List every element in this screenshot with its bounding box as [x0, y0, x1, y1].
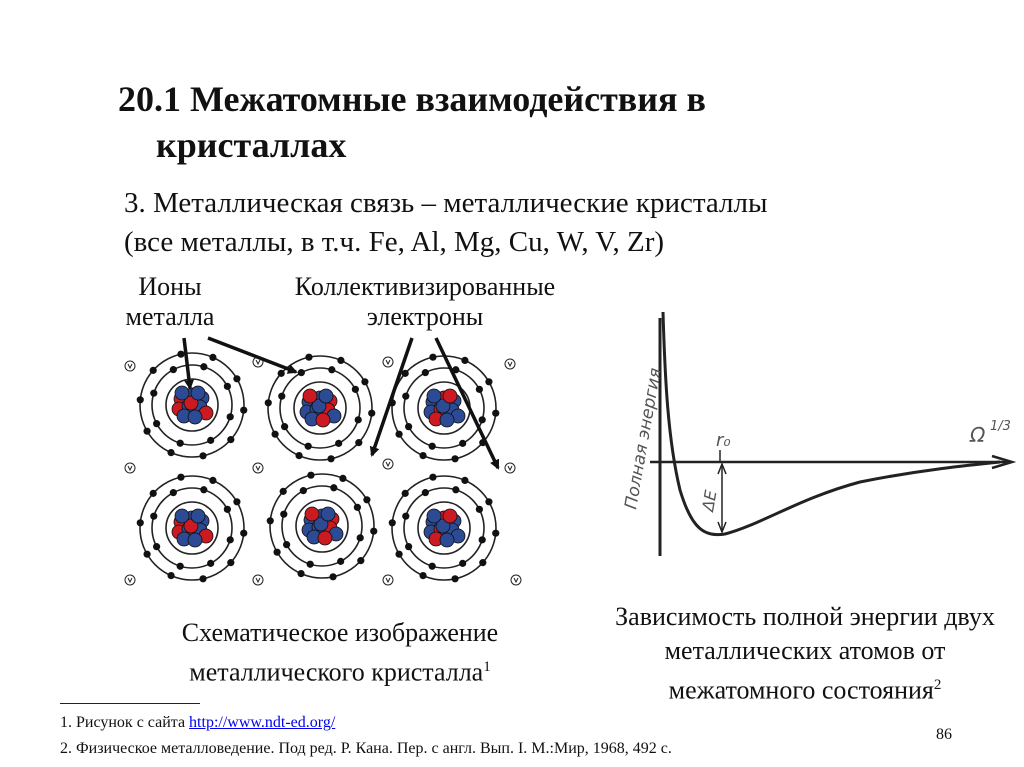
graph-caption-ref: 2 — [933, 677, 942, 693]
crystal-caption-text: металлического кристалла — [189, 657, 484, 687]
footnote-divider — [60, 703, 200, 704]
page-number: 86 — [936, 726, 952, 743]
ions-label-line-1: Ионы — [138, 272, 202, 301]
graph-caption-text: межатомного состояния — [668, 675, 934, 705]
electrons-label-line-2: электроны — [366, 302, 484, 331]
graph-caption-line-3 — [590, 668, 1020, 708]
subtitle-line-2: (все металлы, в т.ч. Fe, Al, Mg, Cu, W, V, Zr) — [124, 226, 665, 258]
crystal-caption-ref: 1 — [483, 659, 491, 675]
graph-x-label-exponent: 1/3 — [990, 419, 1011, 434]
graph-delta-e-label: ΔE — [698, 488, 721, 513]
footnote-2: 2. Физическое металловедение. Под ред. Р. Кана. Пер. с англ. Вып. I. М.:Мир, 1968, 492 с. — [60, 740, 672, 757]
graph-caption-line-1: Зависимость полной энергии двух — [615, 602, 995, 631]
graph-x-label: Ω — [970, 423, 986, 447]
subtitle-line-1: 3. Металлическая связь – металлические кристаллы — [124, 187, 768, 219]
footnote-1-text: 1. Рисунок с сайта — [60, 714, 190, 731]
graph-caption — [590, 600, 1020, 708]
graph-r0-label: r₀ — [716, 430, 731, 451]
graph-y-label: Полная энергия — [621, 366, 666, 511]
graph-caption-line-2: металлических атомов от — [664, 636, 946, 665]
title-line-2: кристаллах — [156, 125, 347, 165]
electrons-label-line-1: Коллективизированные — [294, 272, 556, 301]
ions-label-line-2: металла — [125, 302, 215, 331]
footnote-1-link[interactable]: http://www.ndt-ed.org/ — [189, 714, 336, 731]
title-line-1: 20.1 Межатомные взаимодействия в — [118, 79, 706, 119]
footnote-1 — [60, 713, 335, 733]
crystal-caption-line-1: Схематическое изображение — [181, 618, 499, 647]
